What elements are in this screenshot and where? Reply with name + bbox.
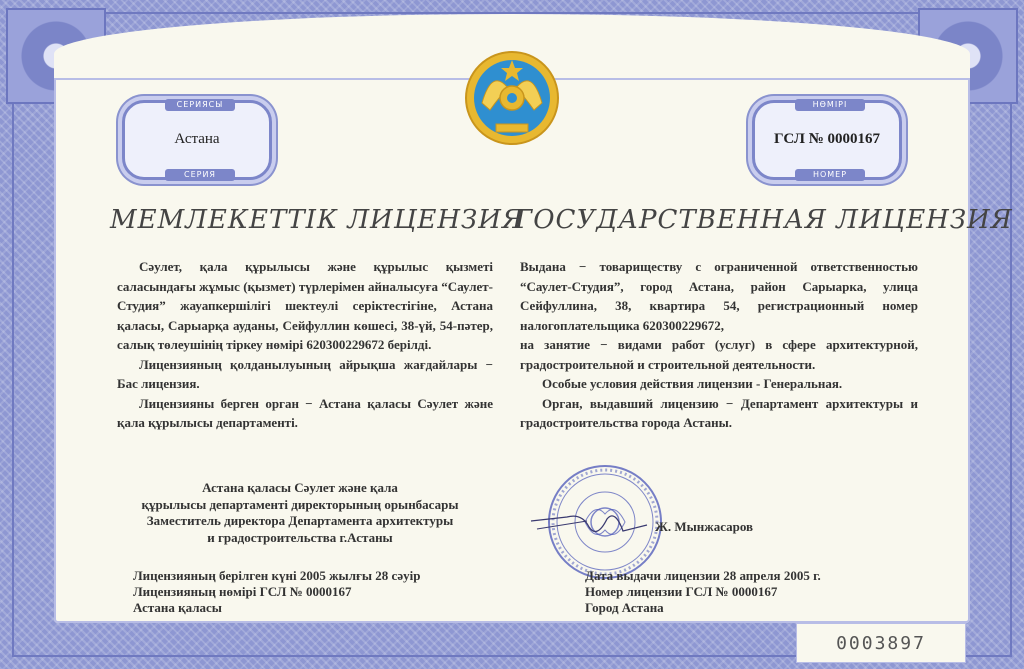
official-position bbox=[110, 480, 490, 546]
ru-paragraph-grant: Выдана − товариществу с ограниченной ответственностью “Саулет-Студия”, город Астана, район Сарыарка, улица Сейфуллина, 38, квартира 54, регистрационный номер налогоплательщика 620300229672, bbox=[520, 259, 918, 333]
official-line-4: и градостроительства г.Астаны bbox=[207, 529, 393, 545]
series-bottom-label: СЕРИЯ bbox=[165, 169, 235, 181]
issue-details-russian bbox=[585, 568, 821, 616]
kazakh-body bbox=[117, 257, 493, 433]
issue-date-ru: Дата выдачи лицензии 28 апреля 2005 г. bbox=[585, 568, 821, 583]
title-kazakh: МЕМЛЕКЕТТІК ЛИЦЕНЗИЯ bbox=[110, 205, 524, 235]
number-bottom-label: НОМЕР bbox=[795, 169, 865, 181]
serial-number: 0003897 bbox=[796, 623, 966, 663]
ru-paragraph-scope: на занятие − видами работ (услуг) в сфере архитектурной, градостроительной и строительной деятельности. bbox=[520, 337, 918, 372]
official-line-1: Астана қаласы Сәулет және қала bbox=[202, 480, 398, 495]
issue-date-kz: Лицензияның берілген күні 2005 жылғы 28 сәуір bbox=[133, 568, 421, 583]
number-top-label: НӨМІРІ bbox=[795, 99, 865, 111]
series-value: Астана bbox=[174, 131, 220, 147]
signature-icon bbox=[527, 505, 667, 545]
issue-city-ru: Город Астана bbox=[585, 600, 664, 615]
license-number-value: ГСЛ № 0000167 bbox=[773, 131, 881, 147]
issue-city-kz: Астана қаласы bbox=[133, 600, 222, 615]
series-top-label: СЕРИЯСЫ bbox=[165, 99, 235, 111]
issue-details-kazakh bbox=[133, 568, 420, 616]
issue-number-kz: Лицензияның нөмірі ГСЛ № 0000167 bbox=[133, 584, 352, 599]
official-line-3: Заместитель директора Департамента архитектуры bbox=[146, 513, 454, 528]
signer-name: Ж. Мынжасаров bbox=[655, 519, 754, 534]
issue-number-ru: Номер лицензии ГСЛ № 0000167 bbox=[585, 584, 778, 599]
official-line-2: құрылысы департаменті директорының орынбасары bbox=[141, 496, 459, 512]
ru-paragraph-conditions: Особые условия действия лицензии - Генеральная. bbox=[542, 376, 843, 391]
state-emblem-icon bbox=[462, 48, 562, 148]
kz-paragraph-issuer: Лицензияны берген орган − Астана қаласы Сәулет және қала құрылысы департаменті. bbox=[117, 395, 493, 430]
series-cartouche bbox=[122, 100, 272, 180]
kz-paragraph-grant: Сәулет, қала құрылысы және құрылыс қызметі саласындағы жұмыс (қызмет) түрлерімен айналысуға “Саулет-Студия” жауапкершілігі шектеулі серіктестігіне, Астана қаласы, Сарыарқа ауданы, Сейфуллин көшесі, 38-үй, 54-пәтер, салық төлеушінің тіркеу нөмірі 620300229672 берілді. bbox=[117, 259, 493, 352]
russian-body bbox=[520, 257, 918, 433]
kz-paragraph-conditions: Лицензияның қолданылуының айрықша жағдайлары − Бас лицензия. bbox=[117, 356, 493, 391]
number-cartouche bbox=[752, 100, 902, 180]
title-russian: ГОСУДАРСТВЕННАЯ ЛИЦЕНЗИЯ bbox=[515, 205, 1013, 235]
ru-paragraph-issuer: Орган, выдавший лицензию − Департамент архитектуры и градостроительства города Астаны. bbox=[520, 395, 918, 430]
